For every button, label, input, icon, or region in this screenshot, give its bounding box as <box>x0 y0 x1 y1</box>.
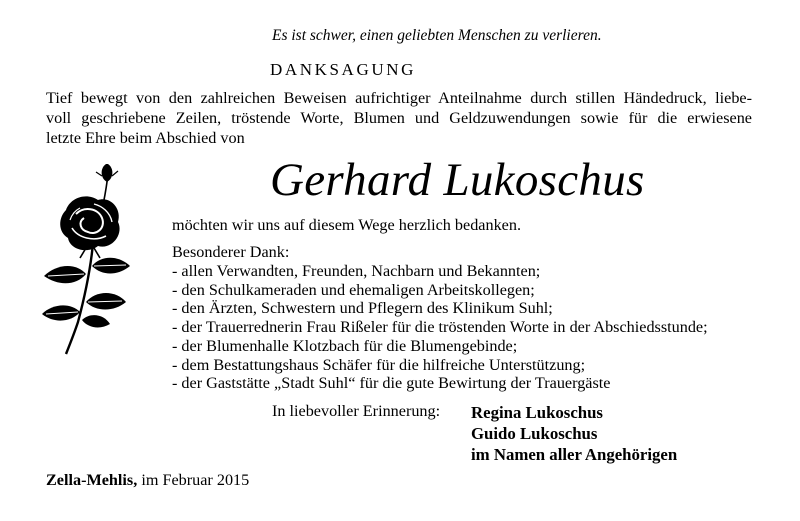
special-thanks-title: Besonderer Dank: <box>172 243 290 261</box>
thanks-line: möchten wir uns auf diesem Wege herzlich bedanken. <box>172 216 522 234</box>
list-item: - allen Verwandten, Freunden, Nachbarn und Bekannten; <box>172 262 541 280</box>
intro-line: Tief bewegt von den zahlreichen Beweisen aufrichtiger Anteilnahme durch stillen Händedruck, liebe- <box>46 89 752 107</box>
list-item: - den Schulkameraden und ehemaligen Arbeitskollegen; <box>172 280 535 299</box>
date: im Februar 2015 <box>137 471 250 489</box>
list-item: - dem Bestattungshaus Schäfer für die hilfreiche Unterstützung; <box>172 355 586 374</box>
deceased-name: Gerhard Lukoschus <box>270 154 645 206</box>
intro-line: voll geschriebene Zeilen, tröstende Worte, Blumen und Geldzuwendungen sowie für die erwiesene <box>46 109 752 127</box>
list-item: - der Blumenhalle Klotzbach für die Blumengebinde; <box>172 336 518 355</box>
motto: Es ist schwer, einen geliebten Menschen zu verlieren. <box>272 27 602 44</box>
rose-icon <box>36 162 136 357</box>
place: Zella-Mehlis, <box>46 471 138 489</box>
place-date <box>46 471 249 490</box>
list-item: - den Ärzten, Schwestern und Pflegern des Klinikum Suhl; <box>172 299 553 318</box>
memory-label: In liebevoller Erinnerung: <box>272 402 441 420</box>
signers <box>471 402 677 465</box>
signer-name: Regina Lukoschus <box>471 403 603 422</box>
list-item: - der Trauerrednerin Frau Rißeler für die tröstenden Worte in der Abschiedsstunde; <box>172 318 708 337</box>
list-item: - der Gaststätte „Stadt Suhl“ für die gute Bewirtung der Trauergäste <box>172 374 611 393</box>
intro-text <box>46 88 752 148</box>
signer-name: Guido Lukoschus <box>471 424 598 443</box>
special-thanks-list <box>172 262 708 393</box>
intro-line: letzte Ehre beim Abschied von <box>46 129 245 147</box>
heading: DANKSAGUNG <box>270 60 416 79</box>
signer-name: im Namen aller Angehörigen <box>471 445 678 464</box>
